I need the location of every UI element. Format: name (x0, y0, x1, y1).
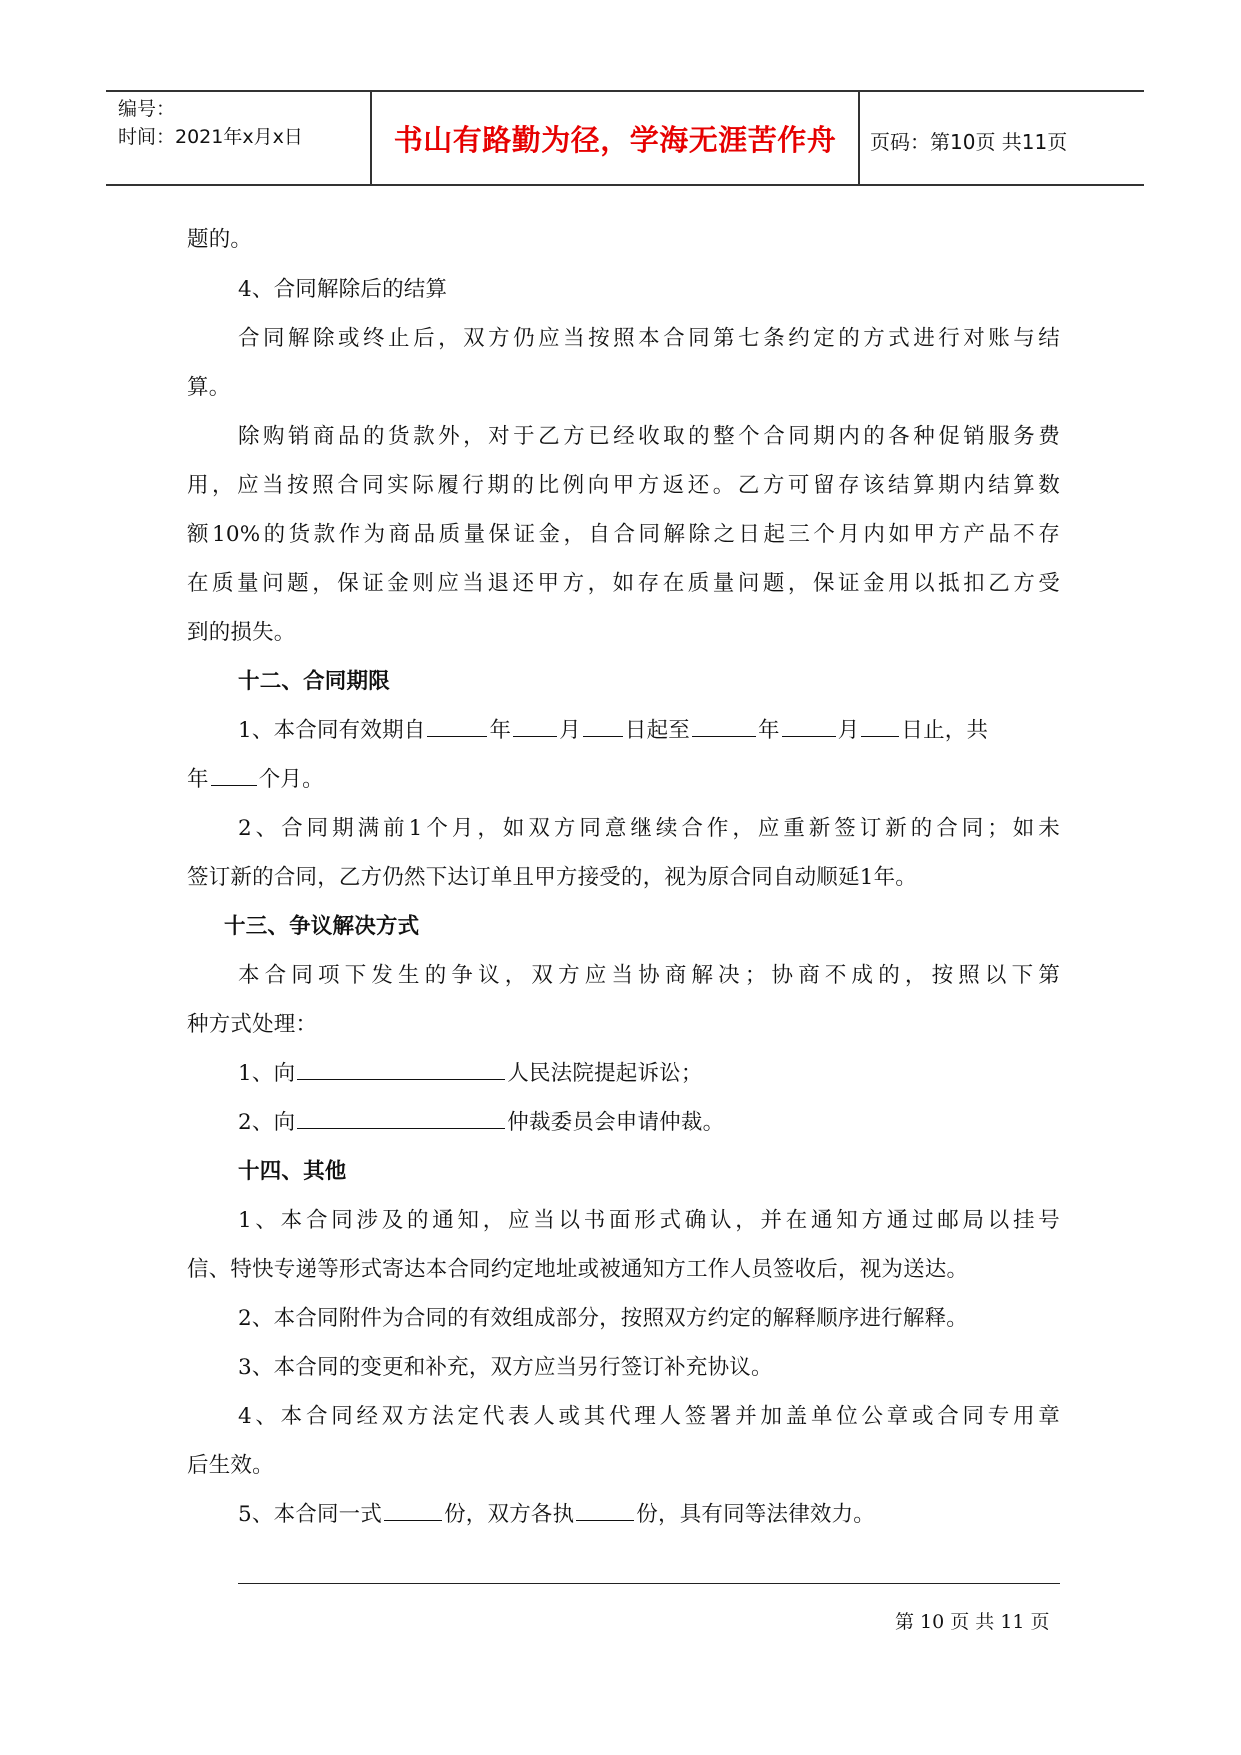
paragraph-line: 在质量问题，保证金则应当退还甲方，如存在质量问题，保证金用以抵扣乙方受 (187, 571, 1060, 596)
year-blank (427, 716, 487, 737)
arbitration-name-blank (297, 1108, 505, 1129)
paragraph-line: 签订新的合同，乙方仍然下达订单且甲方接受的，视为原合同自动顺延1年。 (187, 865, 917, 890)
term-text: 年 (758, 718, 780, 743)
copies-total-blank (384, 1500, 442, 1521)
month-blank (782, 716, 836, 737)
copies-text: 份，具有同等法律效力。 (636, 1502, 875, 1527)
header-page-code: 页码：第10页 共11页 (870, 130, 1068, 154)
paragraph-line: 3、本合同的变更和补充，双方应当另行签订补充协议。 (238, 1355, 773, 1380)
paragraph-line: 2、本合同附件为合同的有效组成部分，按照双方约定的解释顺序进行解释。 (238, 1306, 968, 1331)
paragraph-line: 本合同项下发生的争议，双方应当协商解决；协商不成的，按照以下第 (238, 963, 1060, 988)
footer-page-number: 第 10 页 共 11 页 (895, 1611, 1050, 1633)
term-text: 月 (559, 718, 581, 743)
dispute-option-2 (238, 1105, 724, 1136)
page-header (106, 90, 1144, 186)
term-text: 个月。 (258, 767, 324, 792)
month-blank (513, 716, 557, 737)
document-time-label: 时间：2021年x月x日 (118, 126, 303, 148)
term-text: 日起至 (624, 718, 690, 743)
term-text: 1、本合同有效期自 (238, 718, 426, 743)
header-meta-cell (106, 92, 370, 184)
paragraph-line: 到的损失。 (187, 620, 296, 645)
section-heading-12: 十二、合同期限 (238, 669, 390, 694)
section-heading-14: 十四、其他 (238, 1159, 347, 1184)
paragraph-line: 4、本合同经双方法定代表人或其代理人签署并加盖单位公章或合同专用章 (238, 1404, 1060, 1429)
year-blank (692, 716, 756, 737)
option-text: 仲裁委员会申请仲裁。 (507, 1110, 725, 1135)
term-text: 日止，共 (901, 718, 989, 743)
term-text: 月 (837, 718, 860, 743)
paragraph-line: 算。 (187, 375, 231, 400)
footer-divider (238, 1583, 1060, 1584)
paragraph-line: 2、合同期满前1个月，如双方同意继续合作，应重新签订新的合同；如未 (238, 816, 1060, 841)
paragraph-line: 种方式处理： (187, 1012, 318, 1037)
header-motto: 书山有路勤为径，学海无涯苦作舟 (393, 123, 837, 157)
option-text: 人民法院提起诉讼； (507, 1061, 703, 1086)
court-name-blank (297, 1059, 505, 1080)
paragraph-line: 题的。 (187, 227, 253, 252)
paragraph-line: 后生效。 (187, 1453, 274, 1478)
copies-text: 份，双方各执 (444, 1502, 575, 1527)
term-line-1 (238, 713, 988, 744)
term-text: 年 (489, 718, 512, 743)
document-number-label: 编号： (118, 98, 176, 120)
copies-text: 5、本合同一式 (238, 1502, 383, 1527)
copies-each-blank (576, 1500, 634, 1521)
day-blank (861, 716, 899, 737)
copies-line (238, 1497, 875, 1528)
term-line-2 (187, 762, 324, 793)
paragraph-line: 合同解除或终止后，双方仍应当按照本合同第七条约定的方式进行对账与结 (238, 326, 1060, 351)
header-page-cell (858, 92, 1144, 184)
day-blank (583, 716, 623, 737)
option-text: 2、向 (238, 1110, 296, 1135)
header-motto-cell (370, 92, 860, 184)
paragraph-line: 用，应当按照合同实际履行期的比例向甲方返还。乙方可留存该结算期内结算数 (187, 473, 1060, 498)
term-text: 年 (187, 767, 209, 792)
option-text: 1、向 (238, 1061, 296, 1086)
paragraph-line: 信、特快专递等形式寄达本合同约定地址或被通知方工作人员签收后，视为送达。 (187, 1257, 969, 1282)
section-heading-13: 十三、争议解决方式 (224, 914, 420, 939)
subsection-heading: 4、合同解除后的结算 (238, 277, 448, 302)
paragraph-line: 1、本合同涉及的通知，应当以书面形式确认，并在通知方通过邮局以挂号 (238, 1208, 1060, 1233)
paragraph-line: 除购销商品的货款外，对于乙方已经收取的整个合同期内的各种促销服务费 (238, 424, 1060, 449)
years-count-blank (211, 765, 257, 786)
paragraph-line: 额10%的货款作为商品质量保证金，自合同解除之日起三个月内如甲方产品不存 (187, 522, 1060, 547)
dispute-option-1 (238, 1056, 703, 1087)
